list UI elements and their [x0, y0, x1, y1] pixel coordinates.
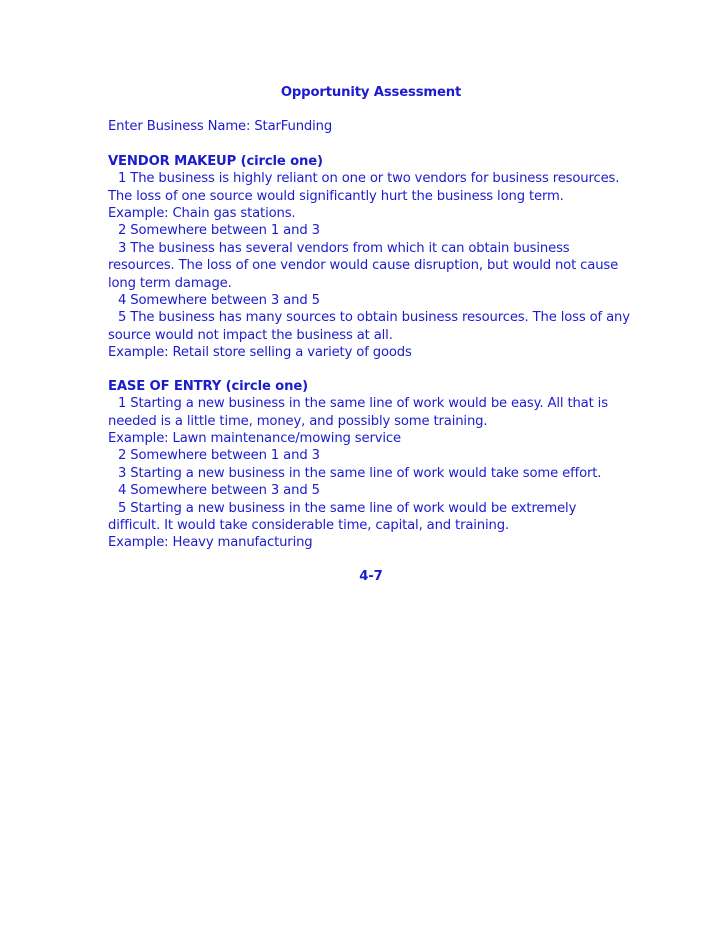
option-line: needed is a little time, money, and possibly some training. [108, 413, 488, 429]
option-line: resources. The loss of one vendor would cause disruption, but would not cause [108, 258, 619, 274]
section-heading: EASE OF ENTRY (circle one) [108, 378, 308, 394]
section-vendor-makeup [108, 153, 628, 362]
option-line: 1 Starting a new business in the same line of work would be easy. All that is [118, 396, 608, 412]
document-title: Opportunity Assessment [280, 85, 462, 100]
option-line: Example: Lawn maintenance/mowing service [108, 430, 401, 446]
option-line: difficult. It would take considerable time, capital, and training. [108, 517, 509, 533]
option-line: Example: Chain gas stations. [108, 206, 296, 222]
option-line: Example: Retail store selling a variety of goods [108, 345, 412, 361]
section-heading: VENDOR MAKEUP (circle one) [108, 153, 323, 169]
option-line: 2 Somewhere between 1 and 3 [118, 223, 320, 239]
option-line: source would not impact the business at all. [108, 327, 393, 343]
option-line: 1 The business is highly reliant on one or two vendors for business resources. [118, 171, 620, 187]
document-body [108, 84, 628, 585]
option-line: The loss of one source would significantly hurt the business long term. [108, 188, 564, 204]
business-name-line: Enter Business Name: StarFunding [108, 119, 333, 135]
option-line: 4 Somewhere between 3 and 5 [118, 483, 320, 499]
option-line: 3 Starting a new business in the same line of work would take some effort. [118, 465, 602, 481]
spacer [108, 136, 628, 153]
section-ease-of-entry [108, 378, 628, 552]
option-line: long term damage. [108, 275, 232, 291]
option-line: 2 Somewhere between 1 and 3 [118, 448, 320, 464]
option-line: 5 Starting a new business in the same line of work would be extremely [118, 500, 577, 516]
option-line: 3 The business has several vendors from which it can obtain business [118, 240, 570, 256]
option-line: 5 The business has many sources to obtain business resources. The loss of any [118, 310, 630, 326]
option-line: Example: Heavy manufacturing [108, 535, 313, 551]
page-number: 4-7 [359, 568, 383, 584]
option-line: 4 Somewhere between 3 and 5 [118, 293, 320, 309]
